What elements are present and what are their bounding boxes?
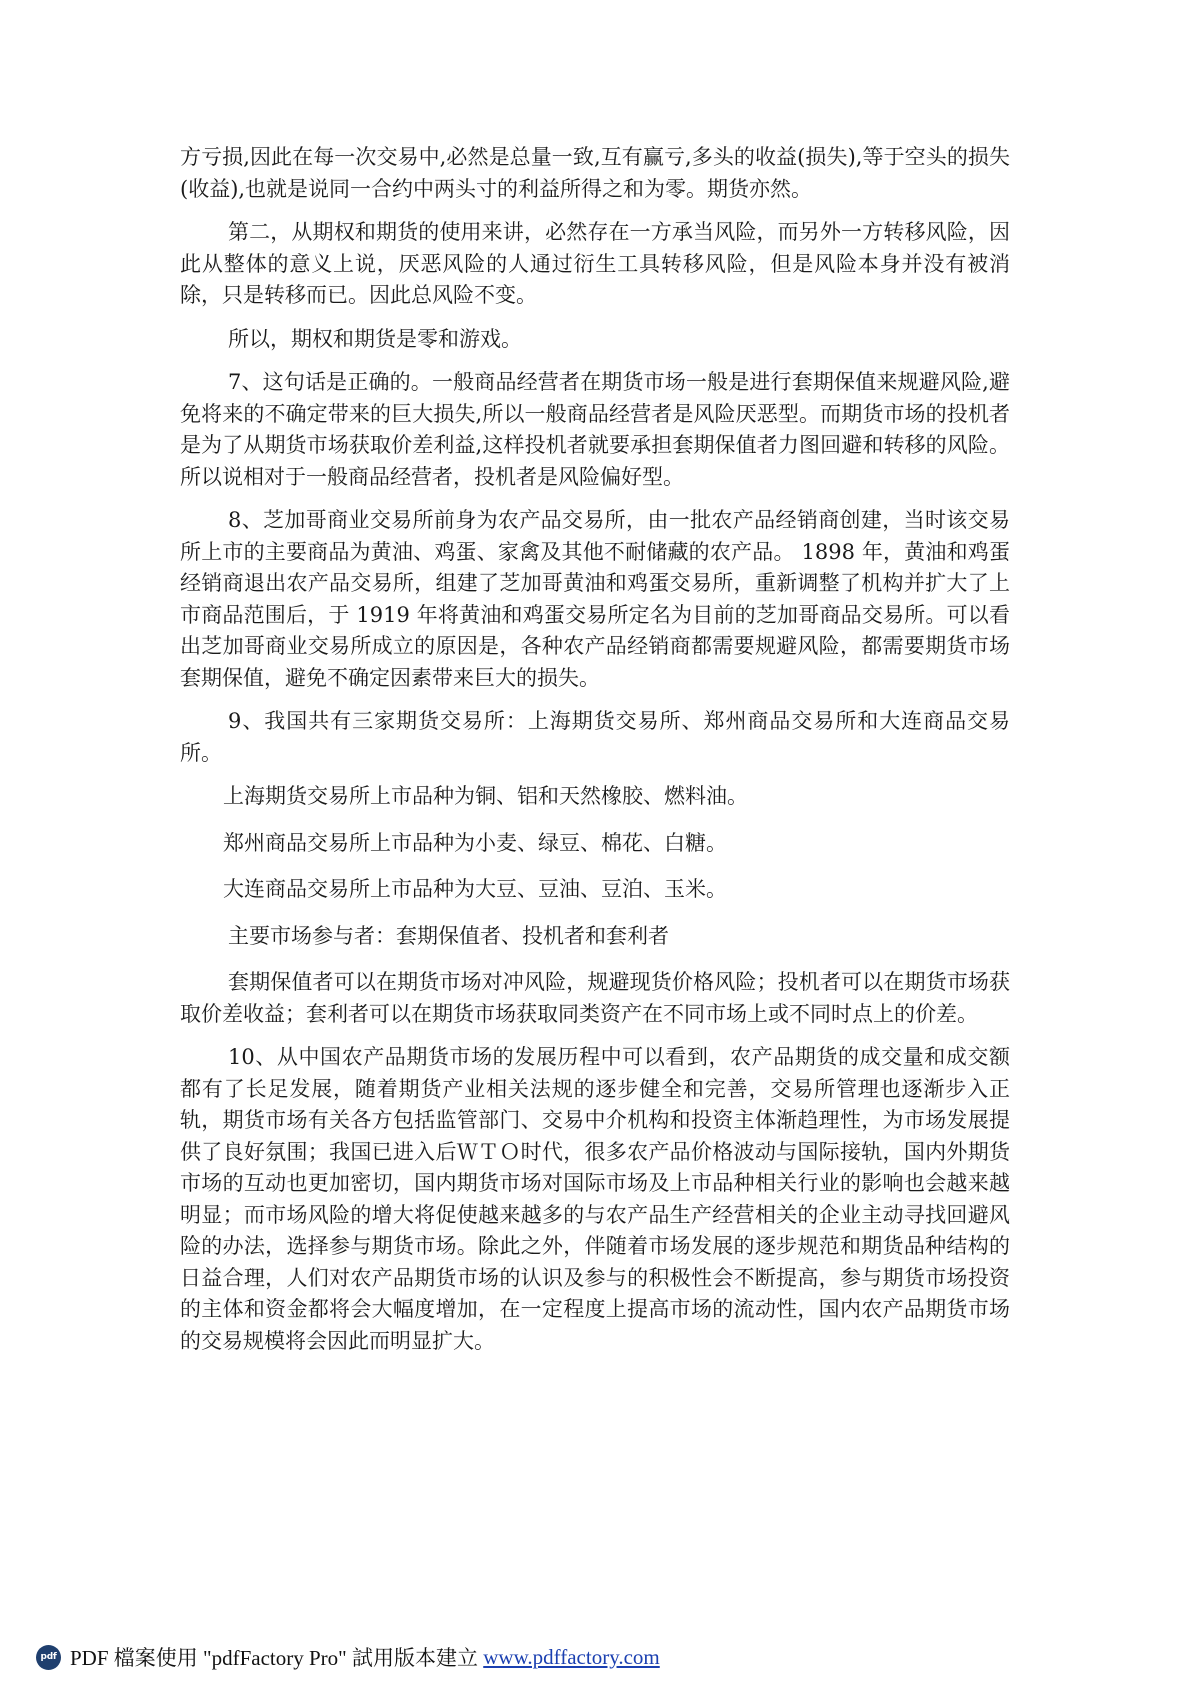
pdffactory-logo-icon: pdf	[36, 1645, 61, 1670]
document-body	[180, 142, 1010, 1369]
paragraph-10: 主要市场参与者：套期保值者、投机者和套利者	[228, 923, 669, 948]
footer-text: PDF 檔案使用 "pdfFactory Pro" 試用版本建立	[70, 1646, 484, 1670]
paragraph-2: 第二，从期权和期货的使用来讲，必然存在一方承当风险，而另外一方转移风险，因此从整体的意义上说，厌恶风险的人通过衍生工具转移风险，但是风险本身并没有被消除，只是转移而已。因此总风险不变。	[180, 220, 1010, 307]
paragraph-11: 套期保值者可以在期货市场对冲风险，规避现货价格风险；投机者可以在期货市场获取价差收益；套利者可以在期货市场获取同类资产在不同市场上或不同时点上的价差。	[180, 970, 1010, 1026]
paragraph-3: 所以，期权和期货是零和游戏。	[228, 326, 522, 351]
paragraph-8: 郑州商品交易所上市品种为小麦、绿豆、棉花、白糖。	[223, 830, 727, 855]
paragraph-9: 大连商品交易所上市品种为大豆、豆油、豆泊、玉米。	[223, 877, 727, 901]
paragraph-6: 9、我国共有三家期货交易所：上海期货交易所、郑州商品交易所和大连商品交易所。	[180, 709, 1010, 765]
pdf-footer	[36, 1642, 660, 1672]
paragraph-4: 7、这句话是正确的。一般商品经营者在期货市场一般是进行套期保值来规避风险,避免将来的不确定带来的巨大损失,所以一般商品经营者是风险厌恶型。而期货市场的投机者是为了从期货市场获取价差利益,这样投机者就要承担套期保值者力图回避和转移的风险。所以说相对于一般商品经营者，投机者是风险偏好型。	[180, 370, 1010, 489]
paragraph-12: 10、从中国农产品期货市场的发展历程中可以看到，农产品期货的成交量和成交额都有了长足发展，随着期货产业相关法规的逐步健全和完善，交易所管理也逐渐步入正轨，期货市场有关各方包括监管部门、交易中介机构和投资主体渐趋理性，为市场发展提供了良好氛围；我国已进入后ＷＴＯ时代，很多农产品价格波动与国际接轨，国内外期货市场的互动也更加密切，国内期货市场对国际市场及上市品种相关行业的影响也会越来越明显；而市场风险的增大将促使越来越多的与农产品生产经营相关的企业主动寻找回避风险的办法，选择参与期货市场。除此之外，伴随着市场发展的逐步规范和期货品种结构的日益合理，人们对农产品期货市场的认识及参与的积极性会不断提高，参与期货市场投资的主体和资金都将会大幅度增加，在一定程度上提高市场的流动性，国内农产品期货市场的交易规模将会因此而明显扩大。	[180, 1045, 1010, 1353]
paragraph-5: 8、芝加哥商业交易所前身为农产品交易所，由一批农产品经销商创建，当时该交易所上市的主要商品为黄油、鸡蛋、家禽及其他不耐储藏的农产品。 1898 年，黄油和鸡蛋经销商退出农产品交易所，组建了芝加哥黄油和鸡蛋交易所，重新调整了机构并扩大了上市商品范围后，于 1919 年将黄油和鸡蛋交易所定名为目前的芝加哥商品交易所。可以看出芝加哥商业交易所成立的原因是，各种农产品经销商都需要规避风险，都需要期货市场套期保值，避免不确定因素带来巨大的损失。	[180, 508, 1010, 690]
footer-link[interactable]: www.pdffactory.com	[483, 1644, 660, 1669]
paragraph-1: 方亏损,因此在每一次交易中,必然是总量一致,互有赢亏,多头的收益(损失),等于空头的损失(收益),也就是说同一合约中两头寸的利益所得之和为零。期货亦然。	[180, 145, 1010, 201]
paragraph-7: 上海期货交易所上市品种为铜、铝和天然橡胶、燃料油。	[223, 784, 748, 808]
